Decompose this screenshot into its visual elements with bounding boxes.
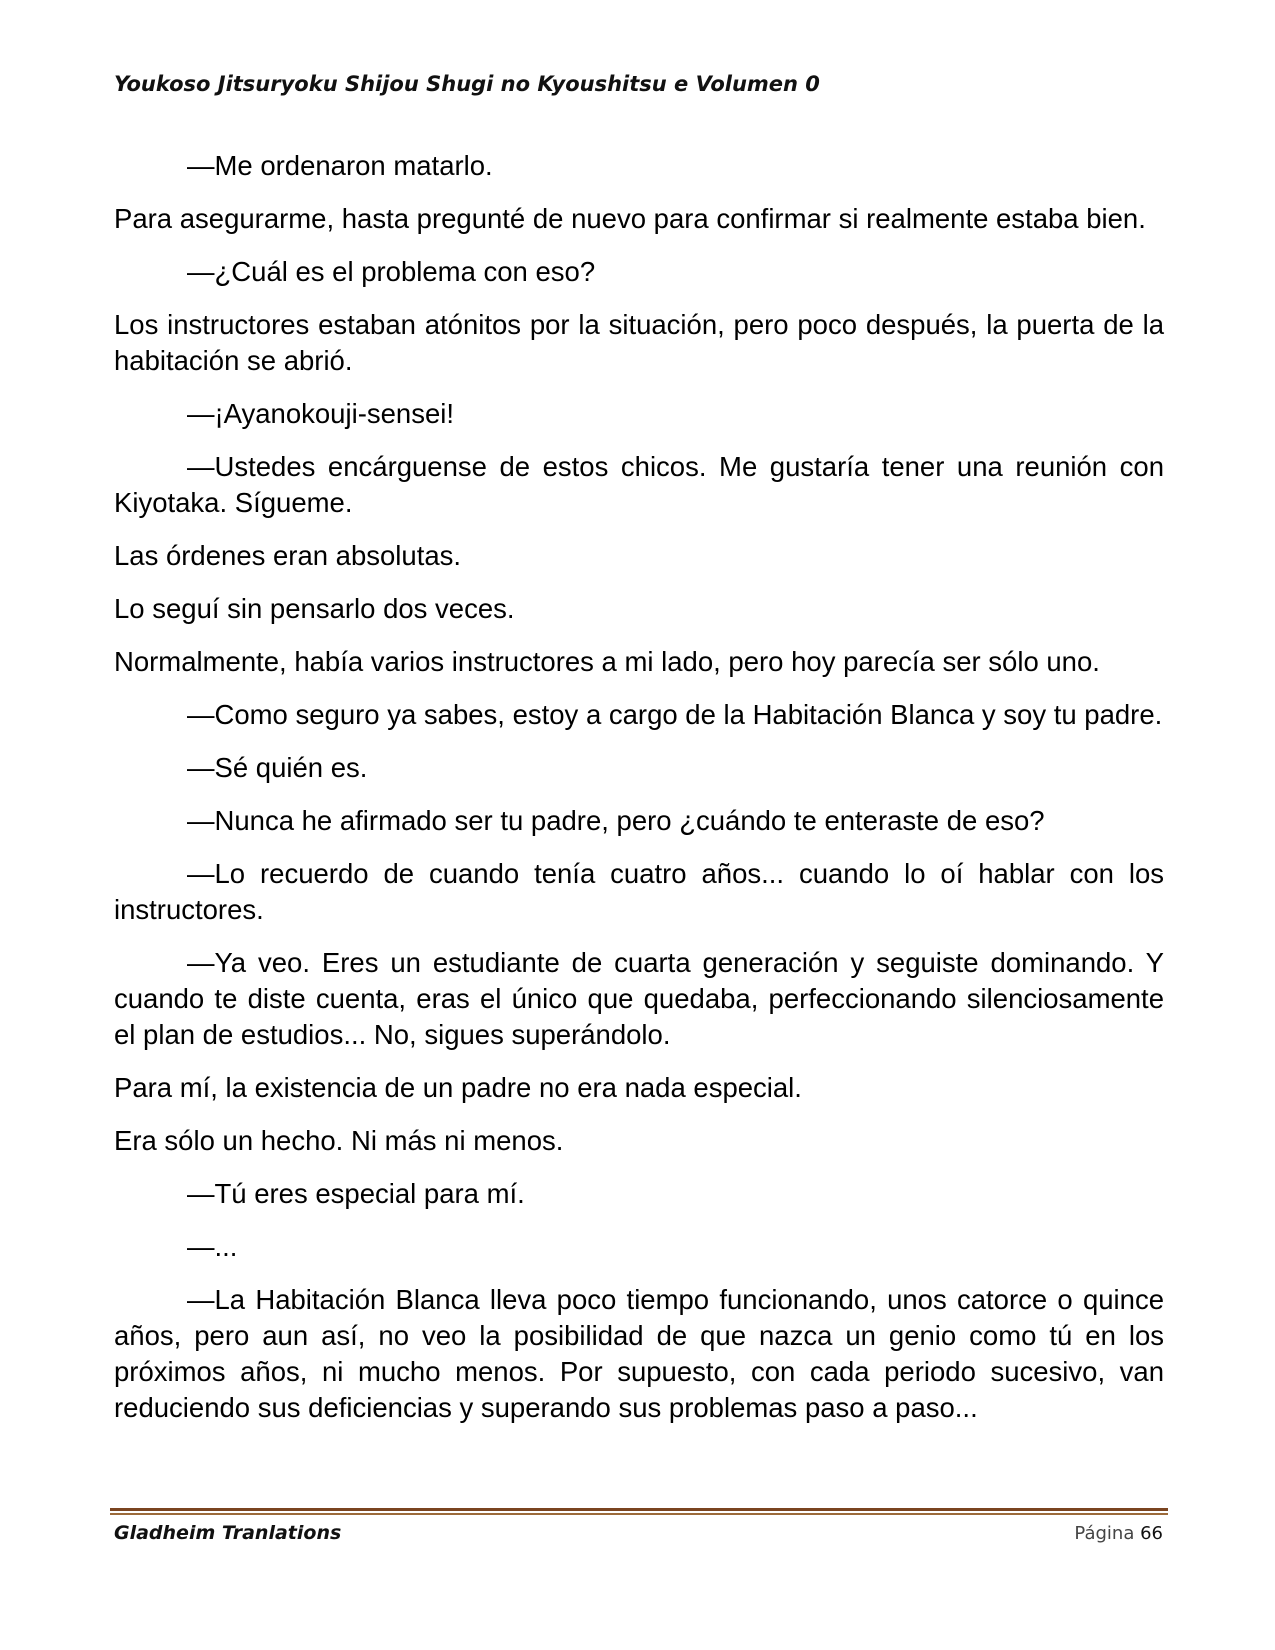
paragraph: —Me ordenaron matarlo.: [187, 150, 493, 181]
paragraph: —La Habitación Blanca lleva poco tiempo funcionando, unos catorce o quince años, pero aun así, no veo la posibilidad de que nazca un genio como tú en los próximos años, ni mucho menos. Por supuesto, con cada periodo sucesivo, van reduciendo sus deficiencias y superando sus problemas paso a paso...: [114, 1284, 1164, 1423]
paragraph: Las órdenes eran absolutas.: [114, 540, 462, 571]
paragraph: Para asegurarme, hasta pregunté de nuevo para confirmar si realmente estaba bien.: [114, 203, 1146, 234]
paragraph: —Como seguro ya sabes, estoy a cargo de la Habitación Blanca y soy tu padre.: [187, 699, 1163, 730]
footer-credit: Gladheim Tranlations: [114, 1522, 342, 1544]
paragraph: —Sé quién es.: [187, 752, 368, 783]
paragraph: —¡Ayanokouji-sensei!: [187, 398, 454, 429]
paragraph: —Tú eres especial para mí.: [187, 1178, 525, 1209]
page-label: Página: [1074, 1523, 1135, 1544]
paragraph: —Lo recuerdo de cuando tenía cuatro años... cuando lo oí hablar con los instructores.: [114, 858, 1164, 925]
page-number-value: 66: [1140, 1523, 1163, 1544]
paragraph: —Ustedes encárguense de estos chicos. Me gustaría tener una reunión con Kiyotaka. Sígueme.: [114, 451, 1164, 518]
page-body: [114, 148, 1164, 1443]
paragraph: —...: [187, 1231, 238, 1262]
paragraph: Era sólo un hecho. Ni más ni menos.: [114, 1125, 564, 1156]
footer-divider: [110, 1508, 1168, 1515]
paragraph: Normalmente, había varios instructores a mi lado, pero hoy parecía ser sólo uno.: [114, 646, 1100, 677]
paragraph: —Nunca he afirmado ser tu padre, pero ¿cuándo te enteraste de eso?: [187, 805, 1045, 836]
paragraph: Para mí, la existencia de un padre no era nada especial.: [114, 1072, 802, 1103]
running-header: Youkoso Jitsuryoku Shijou Shugi no Kyoushitsu e Volumen 0: [114, 72, 820, 96]
page-number: [1074, 1523, 1163, 1544]
paragraph: —Ya veo. Eres un estudiante de cuarta generación y seguiste dominando. Y cuando te diste cuenta, eras el único que quedaba, perfeccionando silenciosamente el plan de estudios... No, sigues superándolo.: [114, 947, 1164, 1050]
paragraph: —¿Cuál es el problema con eso?: [187, 256, 596, 287]
paragraph: Lo seguí sin pensarlo dos veces.: [114, 593, 515, 624]
paragraph: Los instructores estaban atónitos por la situación, pero poco después, la puerta de la habitación se abrió.: [114, 309, 1164, 376]
